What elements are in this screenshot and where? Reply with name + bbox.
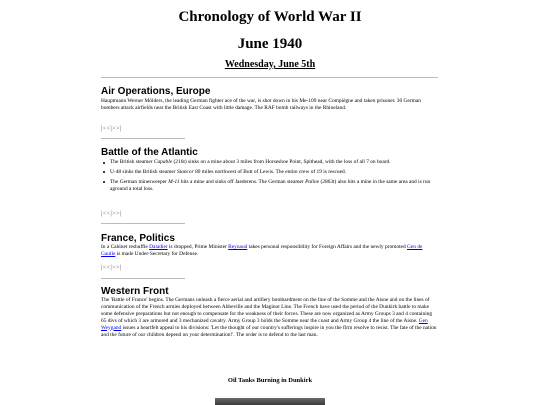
list-item: The British steamer Capable (216t) sinks on a mine about 3 miles from Horseshoe Point, Spithead, with the loss of all 7 on board. (101, 159, 438, 166)
next-button[interactable]: >>| (112, 211, 122, 217)
section-text-france: In a Cabinet reshuffle Daladier is dropped, Prime Minister Reynaud takes personal responsibility for Foreign Affairs and the newly promoted Gen de Gaulle is made Under-Secretary for Defense. (101, 244, 423, 257)
list-item: The German minesweeper M-11 hits a mine and sinks off Jaederens. The German steamer Paline (2863t) also hits a mine in the same area and is run aground a total loss. (101, 179, 438, 193)
prev-button[interactable]: |<< (101, 265, 111, 271)
figure-caption: Oil Tanks Burning in Dunkirk (227, 377, 313, 384)
link-de-gaulle[interactable]: Gen de Gaulle (101, 244, 423, 257)
nav-separator: | (110, 211, 113, 217)
section-title-air: Air Operations, Europe (101, 86, 211, 97)
month-heading: June 1940 (237, 36, 303, 52)
section-title-western: Western Front (101, 286, 169, 297)
section-text-air: Hauptmann Werner Mölders, the leading German fighter ace of the war, is shot down in his Me-109 near Compiègne and taken prisoner. 30 German bombers attack airfields near the British East Coast with little damage. The RAF bomb railways in the Rhineland. (101, 98, 421, 111)
atlantic-list (101, 159, 438, 196)
next-button[interactable]: >>| (112, 126, 122, 132)
bullet-icon (103, 171, 105, 173)
page-title: Chronology of World War II (178, 9, 362, 25)
list-item: U-48 sinks the British steamer Stancor 80 miles northwest of Butt of Lewis. The entire crew of 19 is rescued. (101, 169, 438, 176)
dunkirk-photo (215, 398, 325, 405)
bullet-icon (103, 181, 105, 183)
section-title-atlantic: Battle of the Atlantic (101, 147, 198, 158)
section-text-western: The 'Battle of France' begins. The Germans unleash a fierce aerial and artillery bombardment on the line of the Somme and the Aisne and on the lines of communication of the French armies deployed between Abbeville and the Maginot Line. The French have used the period of the Dunkirk battle to make some defensive preparations but not enough to compensate for the weakness of their forces. These are now organized as Army Groups 3 and 4 containing 65 divs of which 3 are armored and 3 mechanized cavalry. Army Group 3 holds the Somme near the coast and Army Group 4 the line of the Aisne. Gen Weygand issues a heartfelt appeal to his divisions: 'Let the thought of our country's sufferings inspire in you the firm resolve to resist. The fate of the nation and the future of our children depend on your determination!'. The order is to defend to the last man. (101, 297, 437, 338)
section-divider (101, 278, 185, 279)
prev-button[interactable]: |<< (101, 211, 111, 217)
nav-atlantic (101, 211, 122, 217)
nav-separator: | (110, 126, 113, 132)
date-heading: Wednesday, June 5th (224, 59, 316, 70)
next-button[interactable]: >>| (112, 265, 122, 271)
section-divider (101, 223, 185, 224)
link-daladier[interactable]: Daladier (149, 244, 168, 250)
nav-air (101, 126, 122, 132)
header-divider (101, 77, 438, 78)
nav-separator: | (110, 265, 113, 271)
link-reynaud[interactable]: Reynaud (228, 244, 248, 250)
bullet-icon (103, 162, 105, 164)
nav-france (101, 265, 122, 271)
prev-button[interactable]: |<< (101, 126, 111, 132)
section-divider (101, 138, 185, 139)
link-weygand[interactable]: Gen Weygand (101, 317, 428, 331)
section-title-france: France, Politics (101, 233, 175, 244)
